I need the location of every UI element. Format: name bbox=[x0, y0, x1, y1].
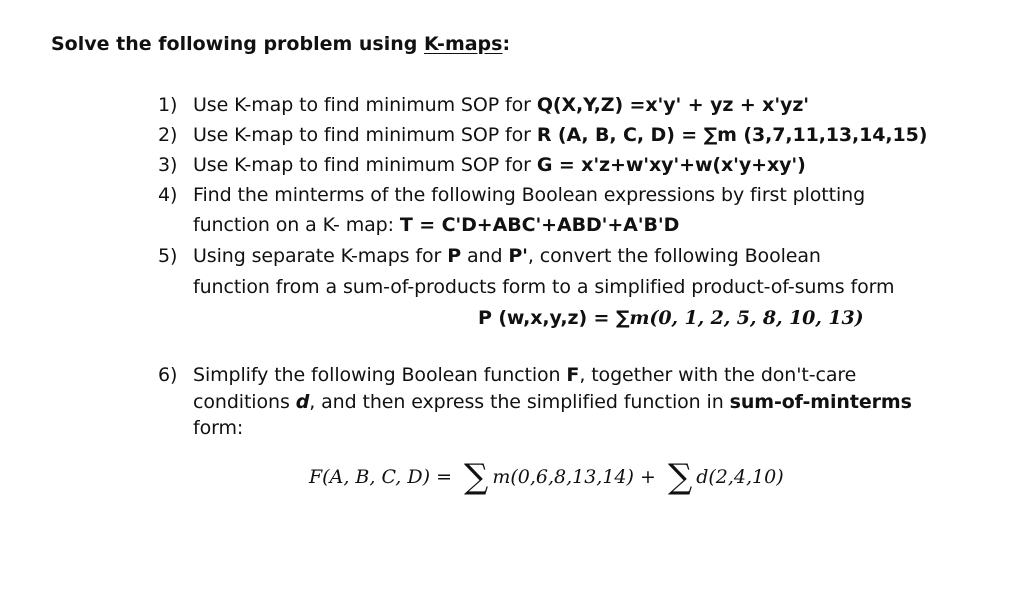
sigma-symbol: ∑ bbox=[464, 457, 489, 497]
item-text-line1: Using separate K-maps for P and P', convert the following Boolean bbox=[193, 245, 821, 267]
equation-f: F(A, B, C, D) = ∑ m(0,6,8,13,14) + ∑ d(2,4,10) bbox=[309, 457, 784, 497]
heading-prefix: Solve the following problem using bbox=[51, 33, 424, 55]
item-text: Use K-map to find minimum SOP for Q(X,Y,Z) =x'y' + yz + x'yz' bbox=[193, 94, 810, 116]
heading-colon: : bbox=[502, 33, 511, 55]
item-number: 5) bbox=[158, 245, 178, 267]
item-4-line2: function on a K- map: T = C'D+ABC'+ABD'+A'B'D bbox=[193, 214, 680, 236]
item-number: 4) bbox=[158, 184, 178, 206]
sigma-symbol: ∑ bbox=[667, 457, 693, 497]
item-number: 3) bbox=[158, 154, 178, 176]
item-number: 6) bbox=[158, 364, 178, 386]
heading-kmaps-underlined: K-maps bbox=[423, 33, 503, 55]
item-number: 2) bbox=[158, 124, 178, 146]
expression-p: P (w,x,y,z) = ∑m(0, 1, 2, 5, 8, 10, 13) bbox=[478, 307, 864, 329]
expression-g: G = x'z+w'xy'+w(x'y+xy') bbox=[536, 154, 806, 176]
item-6-line3: form: bbox=[193, 417, 244, 439]
item-text-line1: Find the minterms of the following Boolean expressions by first plotting bbox=[193, 184, 866, 206]
item-text-line1: Simplify the following Boolean function F, together with the don't-care bbox=[193, 364, 857, 386]
expression-t: T = C'D+ABC'+ABD'+A'B'D bbox=[399, 214, 680, 236]
item-number: 1) bbox=[158, 94, 178, 116]
item-text: Use K-map to find minimum SOP for G = x'z+w'xy'+w(x'y+xy') bbox=[193, 154, 806, 176]
item-text: Use K-map to find minimum SOP for R (A, B, C, D) = ∑m (3,7,11,13,14,15) bbox=[193, 124, 928, 146]
item-5-line2: function from a sum-of-products form to a simplified product-of-sums form bbox=[193, 276, 895, 298]
expression-q: Q(X,Y,Z) =x'y' + yz + x'yz' bbox=[536, 94, 810, 116]
problem-heading bbox=[51, 33, 510, 55]
item-6-line2: conditions d, and then express the simplified function in sum-of-minterms bbox=[193, 391, 912, 413]
expression-r: R (A, B, C, D) = ∑m (3,7,11,13,14,15) bbox=[536, 124, 928, 146]
